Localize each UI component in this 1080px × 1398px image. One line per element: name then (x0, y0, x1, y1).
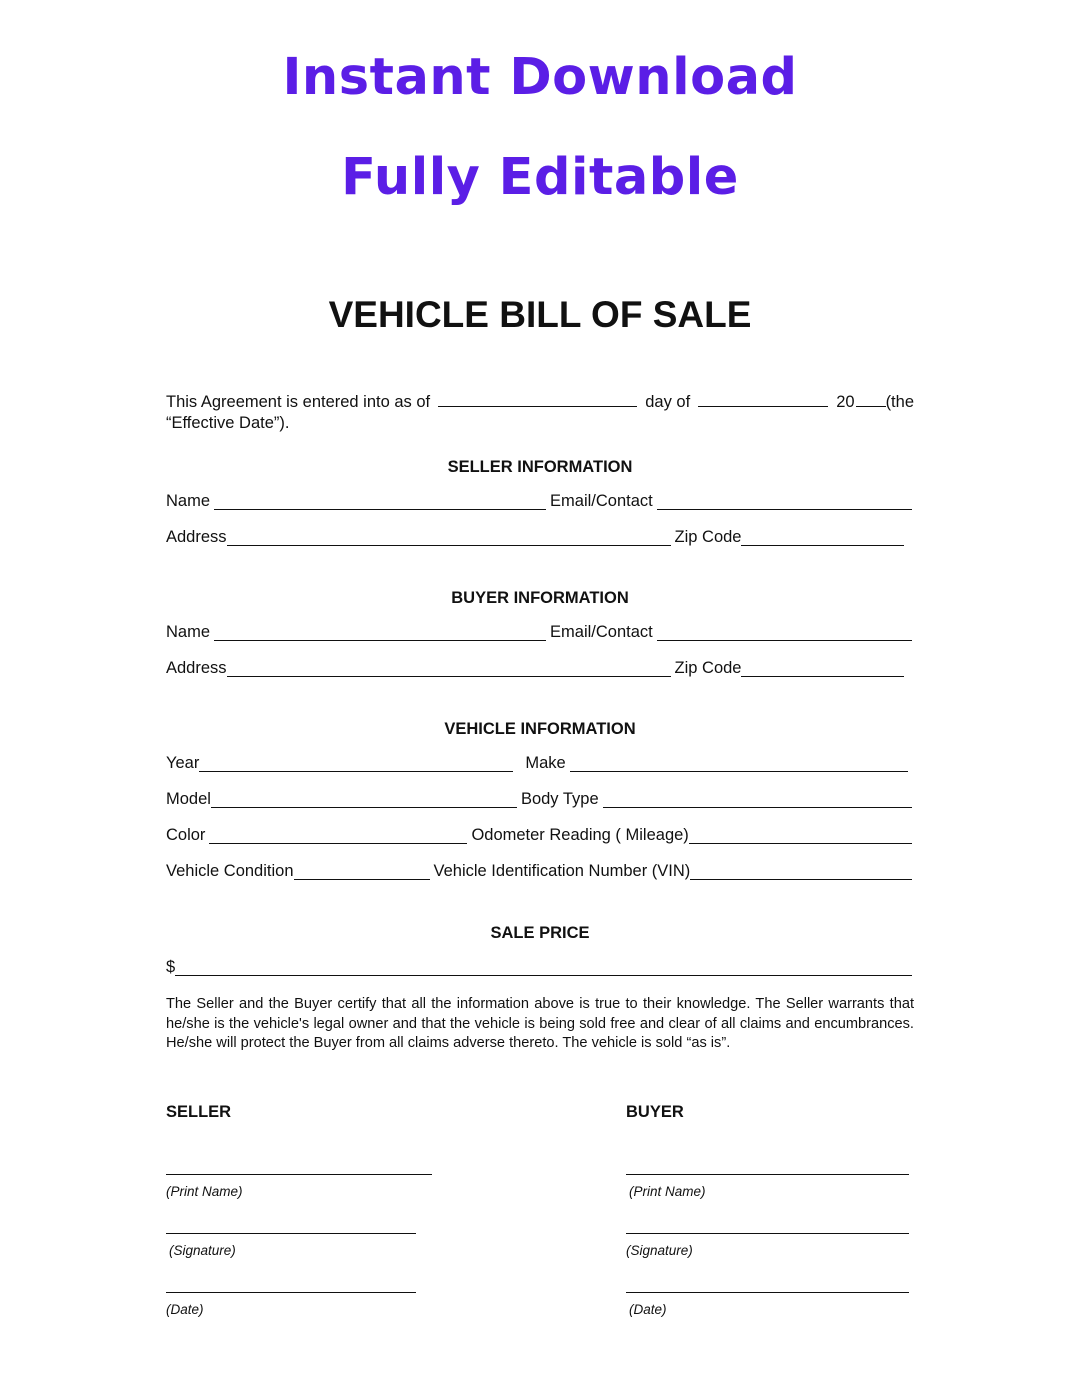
vehicle-vin-field[interactable] (690, 878, 912, 880)
intro-text: This Agreement is entered into as of (166, 393, 431, 411)
buyer-signature-caption: (Signature) (626, 1243, 693, 1258)
buyer-date-line[interactable] (626, 1292, 909, 1293)
seller-signature-line[interactable] (166, 1233, 416, 1234)
vehicle-year-field[interactable] (199, 770, 513, 772)
buyer-zip-label: Zip Code (674, 659, 742, 677)
buyer-print-name-caption: (Print Name) (629, 1184, 706, 1199)
vehicle-condition-row (166, 862, 912, 884)
sale-price-field[interactable] (175, 974, 912, 976)
buyer-name-field[interactable] (214, 639, 546, 641)
promo-fully-editable: Fully Editable (341, 148, 739, 207)
vehicle-body-type-field[interactable] (603, 806, 912, 808)
buyer-email-label: Email/Contact (550, 623, 653, 641)
vehicle-model-row (166, 790, 912, 812)
intro-effective-date: “Effective Date”). (166, 414, 290, 432)
intro-year-prefix: 20 (836, 393, 855, 411)
seller-address-label: Address (166, 528, 227, 546)
seller-signature-caption: (Signature) (169, 1243, 236, 1258)
buyer-info-heading: BUYER INFORMATION (451, 589, 629, 607)
seller-date-caption: (Date) (166, 1302, 204, 1317)
seller-print-name-caption: (Print Name) (166, 1184, 243, 1199)
vehicle-make-field[interactable] (570, 770, 908, 772)
document-title: VEHICLE BILL OF SALE (328, 294, 752, 335)
vehicle-body-type-label: Body Type (520, 790, 599, 808)
buyer-zip-field[interactable] (741, 675, 904, 677)
vehicle-model-label: Model (166, 790, 211, 808)
buyer-email-field[interactable] (657, 639, 912, 641)
vehicle-condition-label: Vehicle Condition (166, 862, 294, 880)
sale-price-row (166, 958, 912, 980)
seller-zip-field[interactable] (741, 544, 904, 546)
buyer-name-label: Name (166, 623, 211, 641)
intro-the: (the (885, 393, 914, 411)
seller-info-heading: SELLER INFORMATION (447, 458, 633, 476)
sale-price-currency: $ (166, 958, 176, 976)
seller-date-line[interactable] (166, 1292, 416, 1293)
effective-year-line[interactable] (856, 405, 886, 407)
seller-address-row (166, 528, 912, 550)
vehicle-year-label: Year (166, 754, 200, 772)
buyer-address-label: Address (166, 659, 227, 677)
seller-zip-label: Zip Code (674, 528, 742, 546)
vehicle-color-row (166, 826, 912, 848)
promo-instant-download: Instant Download (282, 48, 798, 107)
vehicle-model-field[interactable] (211, 806, 517, 808)
certification-text: The Seller and the Buyer certify that all the information above is true to their knowledge. The Seller warrants that he/she is the vehicle's legal owner and that the vehicle is being sold free and clear of all claims and encumbrances. He/she will protect the Buyer from all claims adverse thereto. The vehicle is sold “as is”. (166, 996, 914, 1051)
seller-email-label: Email/Contact (550, 492, 653, 510)
vehicle-odometer-label: Odometer Reading ( Mileage) (471, 826, 689, 844)
vehicle-color-field[interactable] (209, 842, 467, 844)
seller-name-row (166, 492, 912, 514)
intro-paragraph (166, 392, 914, 434)
intro-day-of: day of (645, 393, 691, 411)
sale-price-heading: SALE PRICE (490, 924, 590, 942)
seller-print-name-line[interactable] (166, 1174, 432, 1175)
buyer-name-row (166, 623, 912, 645)
buyer-signature-heading: BUYER (626, 1103, 684, 1121)
vehicle-year-row (166, 754, 912, 776)
effective-month-line[interactable] (698, 405, 828, 407)
seller-name-label: Name (166, 492, 211, 510)
seller-email-field[interactable] (657, 508, 912, 510)
vehicle-odometer-field[interactable] (689, 842, 912, 844)
buyer-signature-line[interactable] (626, 1233, 909, 1234)
buyer-print-name-line[interactable] (626, 1174, 909, 1175)
vehicle-make-label: Make (525, 754, 566, 772)
buyer-date-caption: (Date) (629, 1302, 667, 1317)
seller-signature-heading: SELLER (166, 1103, 232, 1121)
vehicle-info-heading: VEHICLE INFORMATION (444, 720, 636, 738)
vehicle-color-label: Color (166, 826, 206, 844)
seller-address-field[interactable] (227, 544, 671, 546)
vehicle-vin-label: Vehicle Identification Number (VIN) (433, 862, 691, 880)
seller-name-field[interactable] (214, 508, 546, 510)
vehicle-condition-field[interactable] (294, 878, 430, 880)
buyer-address-row (166, 659, 912, 681)
effective-day-line[interactable] (438, 405, 637, 407)
buyer-address-field[interactable] (227, 675, 671, 677)
